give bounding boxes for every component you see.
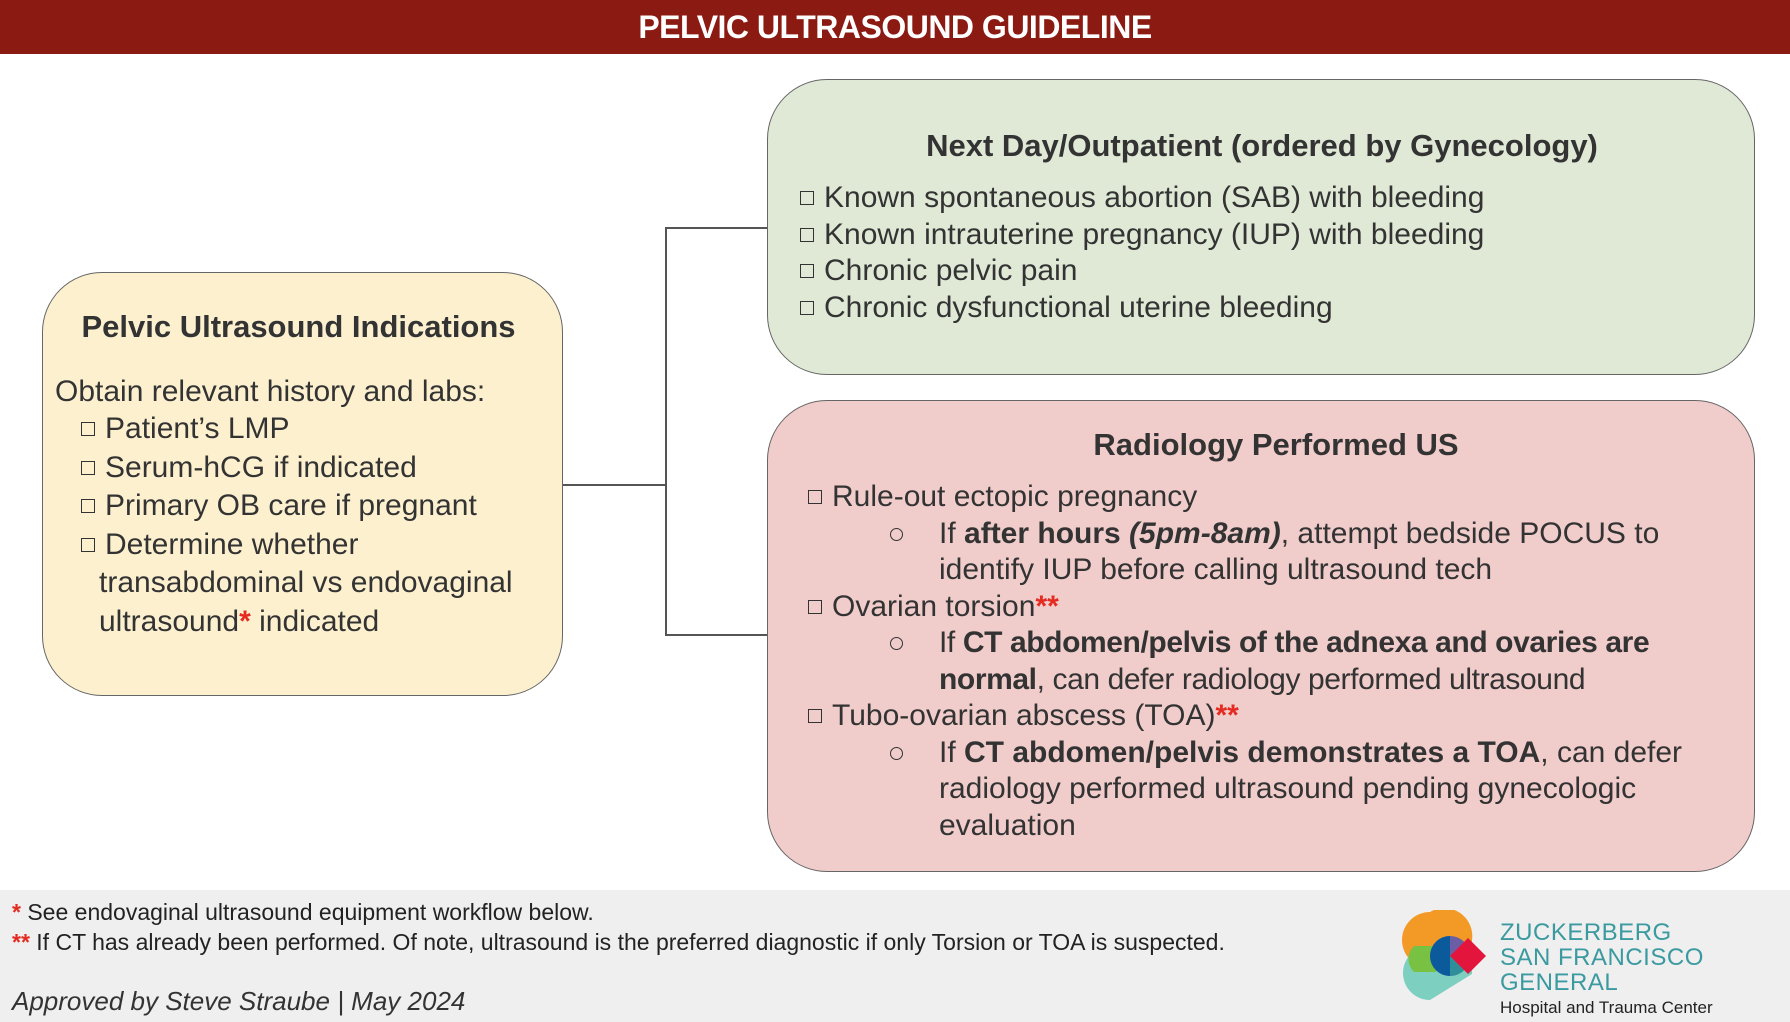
- list-item: Serum-hCG if indicated: [81, 449, 542, 488]
- footnote-1: * See endovaginal ultrasound equipment workflow below.: [12, 899, 594, 925]
- list-item: Primary OB care if pregnant: [81, 487, 542, 526]
- list-item: Chronic dysfunctional uterine bleeding: [800, 290, 1724, 327]
- connector-line: [665, 634, 767, 636]
- approval-line: Approved by Steve Straube | May 2024: [12, 986, 466, 1016]
- list-item: Known spontaneous abortion (SAB) with bleeding: [800, 180, 1724, 217]
- checkbox-icon: [81, 499, 95, 513]
- checkbox-icon: [81, 538, 95, 552]
- indications-intro: Obtain relevant history and labs:: [55, 375, 486, 408]
- zsfg-logo-icon: [1400, 910, 1496, 1002]
- sub-item: If CT abdomen/pelvis of the adnexa and ovaries are normal, can defer radiology performed ultrasound: [808, 625, 1744, 698]
- checkbox-icon: [81, 422, 95, 436]
- checkbox-icon: [808, 490, 822, 504]
- sub-item: If CT abdomen/pelvis demonstrates a TOA, can defer radiology performed ultrasound pending gynecologic evaluation: [808, 735, 1744, 845]
- page-title: PELVIC ULTRASOUND GUIDELINE: [0, 0, 1790, 54]
- checkbox-icon: [81, 461, 95, 475]
- radiology-box: [767, 400, 1755, 872]
- list-item: Determine whether transabdominal vs endovaginal ultrasound* indicated: [81, 526, 542, 642]
- list-item: Chronic pelvic pain: [800, 253, 1724, 290]
- list-item: Rule-out ectopic pregnancy: [808, 479, 1744, 516]
- outpatient-title: Next Day/Outpatient (ordered by Gynecology): [926, 128, 1598, 163]
- connector-line: [665, 227, 767, 229]
- list-item: Ovarian torsion**: [808, 589, 1744, 626]
- sub-item: If after hours (5pm-8am), attempt bedside POCUS to identify IUP before calling ultrasound tech: [808, 516, 1744, 589]
- checkbox-icon: [800, 264, 814, 278]
- bullet-icon: [890, 637, 903, 650]
- outpatient-box: [767, 79, 1755, 375]
- connector-line: [665, 227, 667, 635]
- logo-text: ZUCKERBERG SAN FRANCISCO GENERAL Hospital and Trauma Center: [1500, 919, 1713, 1017]
- checkbox-icon: [800, 191, 814, 205]
- checkbox-icon: [808, 600, 822, 614]
- indications-box: [42, 272, 563, 696]
- footer: [0, 890, 1790, 1022]
- indications-title: Pelvic Ultrasound Indications: [81, 309, 516, 344]
- list-item: Patient’s LMP: [81, 410, 542, 449]
- list-item: Tubo-ovarian abscess (TOA)**: [808, 698, 1744, 735]
- list-item: Known intrauterine pregnancy (IUP) with bleeding: [800, 217, 1724, 254]
- checkbox-icon: [800, 301, 814, 315]
- connector-line: [563, 484, 665, 486]
- bullet-icon: [890, 747, 903, 760]
- footnote-2: ** If CT has already been performed. Of note, ultrasound is the preferred diagnostic if only Torsion or TOA is suspected.: [12, 929, 1225, 955]
- bullet-icon: [890, 528, 903, 541]
- checkbox-icon: [808, 709, 822, 723]
- radiology-title: Radiology Performed US: [1093, 427, 1459, 462]
- checkbox-icon: [800, 228, 814, 242]
